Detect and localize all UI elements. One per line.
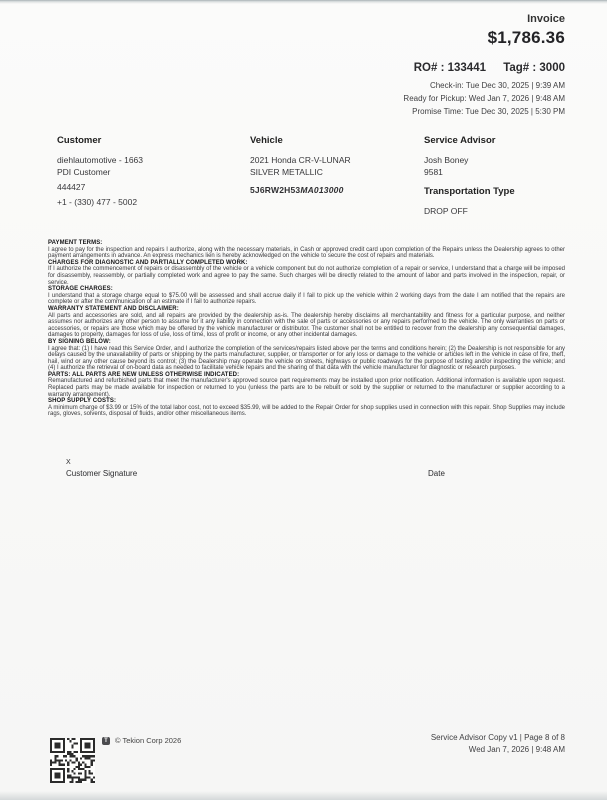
payment-terms-body: I agree to pay for the inspection and repairs I authorize, along with the necessary materials, in Cash or approved credit card upon completion of the Repairs unless the Dealership agrees to other payment arrangements in advance. An express mechanics lien is hereby acknowledged on the vehicle to secure the cost of repairs and materials. [48,246,565,260]
vehicle-model-line1: 2021 Honda CR-V-LUNAR [250,155,351,165]
ro-tag-line [403,62,565,74]
promise-time-line: Promise Time: Tue Dec 30, 2025 | 5:30 PM [412,107,565,116]
payment-terms-heading: PAYMENT TERMS: [48,240,103,246]
customer-number: 444427 [57,182,86,192]
copyright-text: © Tekion Corp 2026 [115,736,182,745]
diagnostic-charges-body: If I authorize the commencement of repairs or disassembly of the vehicle or a vehicle component but do not authorize completion of a repair or service, I understand that a charge will be imposed for disassembly, reassembly, or partially completed work and agree to pay the same. Such charges will be directly related to the amount of labor and parts involved in the inspection, repair, or service. [48,266,565,286]
scan-edge-bottom [0,791,607,800]
transportation-type-value: DROP OFF [424,206,468,216]
checkin-line: Check-in: Tue Dec 30, 2025 | 9:39 AM [429,81,565,90]
date-label: Date [428,469,445,478]
qr-code-svg [50,738,95,783]
transportation-type-heading: Transportation Type [424,186,515,197]
customer-heading: Customer [57,135,102,146]
scan-edge-top [0,0,607,4]
brand-line [102,736,181,745]
vin-prefix: 5J6RW2H53 [250,185,301,195]
diagnostic-charges-heading: CHARGES FOR DIAGNOSTIC AND PARTIALLY COMPLETED WORK: [48,259,248,266]
customer-name: PDI Customer [57,167,111,177]
tag-number: Tag# : 3000 [503,62,565,74]
invoice-total: $1,786.36 [487,28,565,47]
invoice-header [403,13,565,118]
invoice-title: Invoice [527,13,565,25]
vehicle-vin [250,185,420,195]
service-advisor-name: Josh Boney [424,155,469,165]
service-advisor-number: 9581 [424,167,443,177]
print-datetime: Wed Jan 7, 2026 | 9:48 AM [468,745,565,754]
vehicle-heading: Vehicle [250,135,283,146]
customer-phone: +1 - (330) 477 - 5002 [57,197,138,207]
warranty-body: All parts and accessories are sold, and all repairs are provided by the dealership as-is. The dealership hereby disclaims all merchantability and fitness for a particular purpose, and neither assumes nor authorizes any other person to assume for it any liability in connection with the sale of parts or accessories or any repairs performed to the vehicle. The only warranties on parts or accessories, or repairs are those which may be offered by the vehicle manufacturer or distributor. The customer shall not be entitled to recover from the dealership any consequential damages, damages to property, damages for loss of use, loss of time, loss of profit or income, or any other incidental damages. [48,312,565,339]
warranty-heading: WARRANTY STATEMENT AND DISCLAIMER: [48,305,179,312]
copy-page-info: Service Advisor Copy v1 | Page 8 of 8 [430,733,565,742]
header-meta [403,79,565,118]
by-signing-below-body: I agree that: (1) I have read this Service Order, and I authorize the completion of the services/repairs listed above per the terms and conditions herein; (2) the Dealership is not responsible for any delays caused by the unavailability of parts or shipping by the parts manufacturer, supplier, or transporter or for any loss or damage to the vehicle or articles left in the vehicle in case of fire, theft, hail, wind or any other cause beyond its control; (3) the Dealership may operate the vehicle on streets, highways or public roadways for the purpose of testing and/or inspecting the vehicle; and (4) I authorize the retrieval of on-board data as needed to facilitate vehicle repairs and the sharing of that data with the vehicle manufacturer for diagnostic or research purposes. [48,345,565,372]
shop-supply-body: A minimum charge of $3.99 or 15% of the total labor cost, not to exceed $35.99, will be added to the Repair Order for shop supplies used in connection with this repair. Shop Supplies may include rags, gloves, solvents, disposal of fluids, and/or other miscellaneous items. [48,404,565,418]
qr-code [50,738,95,783]
signature-section [66,459,565,478]
customer-account: diehlautomotive - 1663 [57,155,144,165]
terms-and-conditions [48,240,565,418]
parts-body: Remanufactured and refurbished parts that meet the manufacturer's approved source part requirements may be installed upon prior notification. Additional information is available upon request. Replaced parts may be made available for inspection or returned to you (unless the parts are to be rebuilt or sold by the supplier or returned to the manufacturer or supplier according to a warranty arrangement). [48,378,565,398]
page-footer [48,728,565,788]
storage-charges-heading: STORAGE CHARGES: [48,286,113,293]
storage-charges-body: I understand that a storage charge equal to $75.00 will be assessed and shall accrue daily if I fail to pick up the vehicle within 2 working days from the date I am notified that the repairs are complete or after the communication of an estimate if I fail to authorize repairs. [48,292,565,306]
shop-supply-heading: SHOP SUPPLY COSTS: [48,398,117,405]
vin-suffix: MA013000 [300,185,344,195]
vehicle-model-line2: SILVER METALLIC [250,167,323,177]
ro-number: RO# : 133441 [413,62,486,74]
signature-x-mark: X [66,459,71,466]
tekion-logo-icon: T [102,737,110,745]
service-advisor-block [424,135,565,217]
customer-signature-label: Customer Signature [66,469,138,478]
print-info [431,732,565,756]
vehicle-block [250,135,420,195]
parts-heading: PARTS: ALL PARTS ARE NEW UNLESS OTHERWISE INDICATED: [48,371,240,378]
ready-for-pickup-line: Ready for Pickup: Wed Jan 7, 2026 | 9:48 AM [403,94,565,103]
service-advisor-heading: Service Advisor [424,135,496,146]
customer-block [57,135,237,208]
by-signing-below-heading: BY SIGNING BELOW: [48,338,111,345]
